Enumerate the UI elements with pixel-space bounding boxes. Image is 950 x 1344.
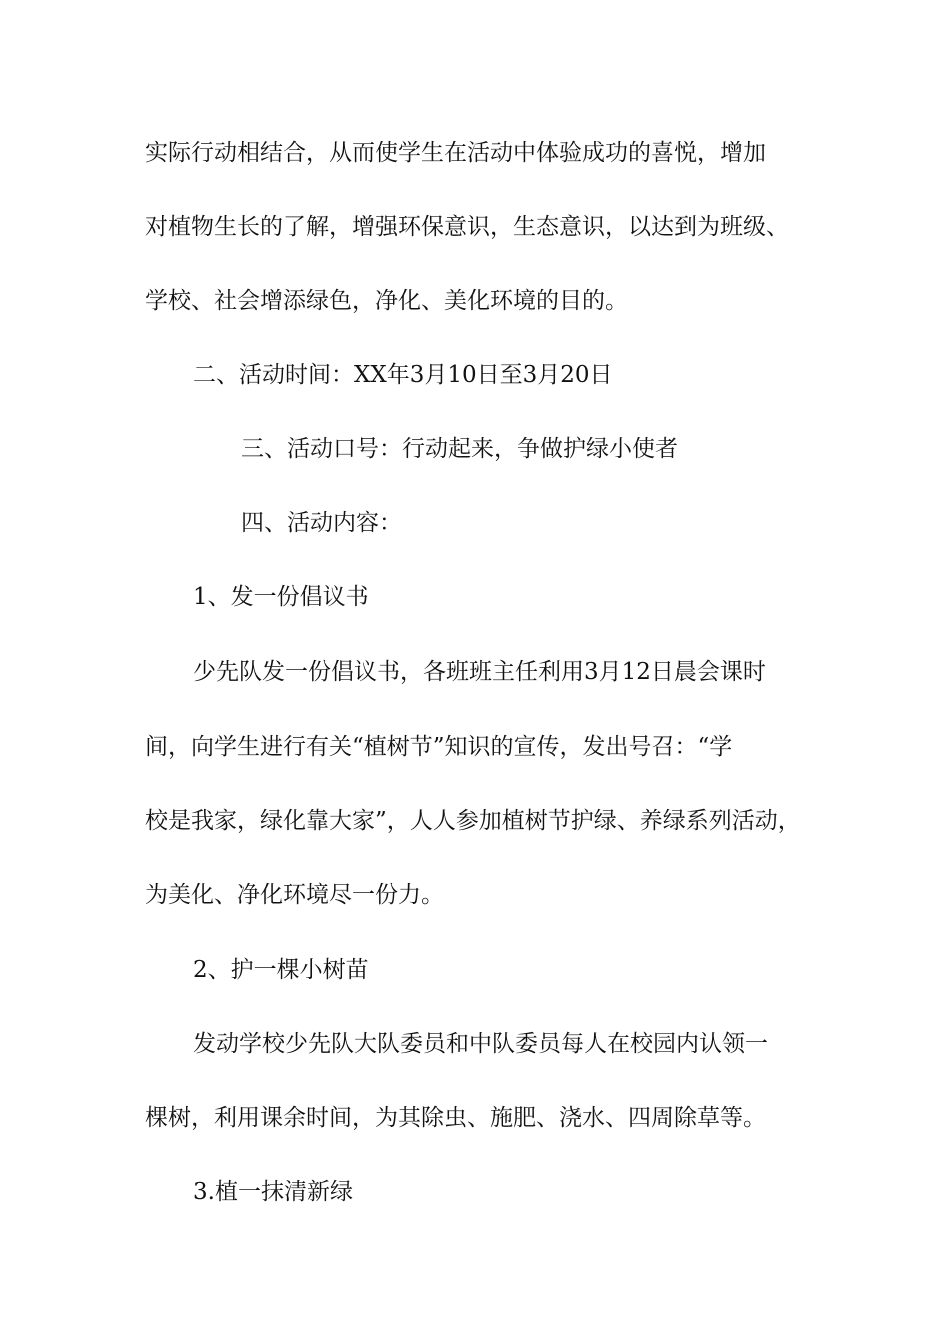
paragraph-line-proposal-3: 校是我家，绿化靠大家”，人人参加植树节护绿、养绿系列活动，	[145, 808, 801, 834]
section-heading-activity-slogan: 三、活动口号：行动起来，争做护绿小使者	[241, 436, 678, 462]
paragraph-line-proposal-2: 间，向学生进行有关“植树节”知识的宣传，发出号召：“学	[145, 734, 733, 760]
paragraph-line-sapling-2: 棵树，利用课余时间，为其除虫、施肥、浇水、四周除草等。	[145, 1105, 766, 1131]
paragraph-line-proposal-1: 少先队发一份倡议书，各班班主任利用3月12日晨会课时	[193, 659, 766, 685]
subheading-protect-sapling: 2、护一棵小树苗	[193, 957, 369, 983]
section-heading-activity-time: 二、活动时间：XX年3月10日至3月20日	[193, 362, 613, 388]
paragraph-line-3: 学校、社会增添绿色，净化、美化环境的目的。	[145, 288, 628, 314]
section-heading-activity-content: 四、活动内容：	[241, 510, 402, 536]
paragraph-line-1: 实际行动相结合，从而使学生在活动中体验成功的喜悦，增加	[145, 140, 766, 166]
subheading-plant-green: 3.植一抹清新绿	[193, 1179, 353, 1205]
paragraph-line-sapling-1: 发动学校少先队大队委员和中队委员每人在校园内认领一	[193, 1031, 768, 1057]
subheading-proposal: 1、发一份倡议书	[193, 584, 369, 610]
paragraph-line-2: 对植物生长的了解，增强环保意识，生态意识，以达到为班级、	[145, 214, 789, 240]
paragraph-line-proposal-4: 为美化、净化环境尽一份力。	[145, 882, 444, 908]
